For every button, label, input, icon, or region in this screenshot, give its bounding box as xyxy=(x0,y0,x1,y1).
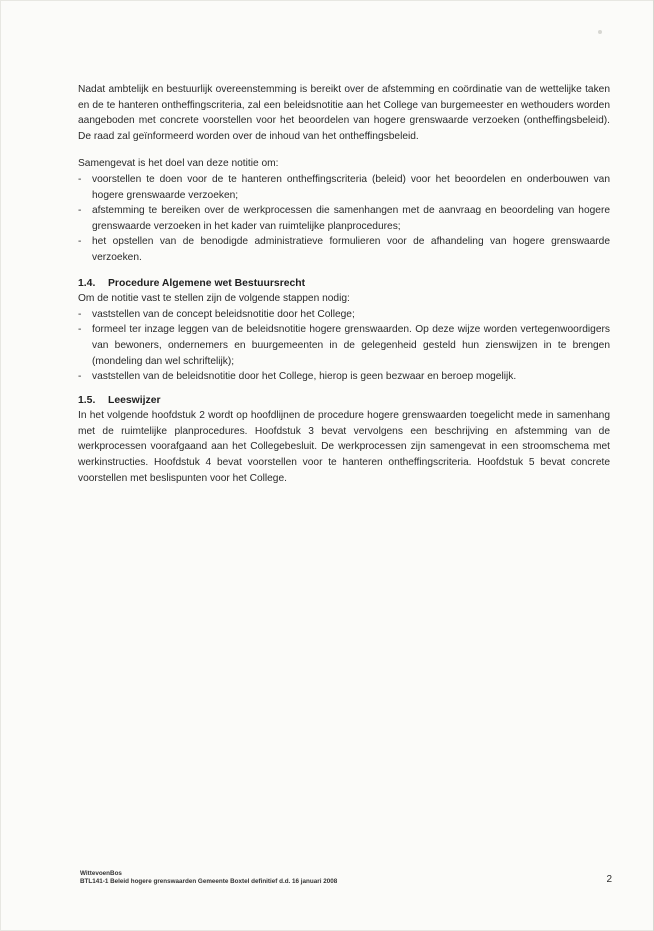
summary-list xyxy=(78,172,610,266)
footer-document-id: BTL141-1 Beleid hogere grenswaarden Gemeente Boxtel definitief d.d. 16 januari 2008 xyxy=(80,878,338,885)
list-item xyxy=(78,234,610,265)
section-number: 1.4. xyxy=(78,277,96,289)
list-item-text: het opstellen van de benodigde administratieve formulieren voor de afhandeling van hogere grenswaarde verzoeken. xyxy=(92,236,610,263)
scan-speck xyxy=(598,30,602,34)
dash-bullet: - xyxy=(78,236,82,248)
spacer xyxy=(78,266,610,276)
intro-paragraph: Nadat ambtelijk en bestuurlijk overeenstemming is bereikt over de afstemming en coördinatie van de wettelijke taken en de te hanteren ontheffingscriteria, zal een beleidsnotitie aan het College van burgemeester en wethouders worden aangeboden met concrete voorstellen voor het beoordelen van hogere grenswaarde verzoeken (ontheffingsbeleid). De raad zal geïnformeerd worden over de inhoud van het ontheffingsbeleid. xyxy=(78,84,610,142)
footer-company: WittevoenBos xyxy=(80,870,122,877)
spacer xyxy=(78,144,610,156)
dash-bullet: - xyxy=(78,173,82,185)
summary-lead: Samengevat is het doel van deze notitie om: xyxy=(78,158,279,170)
list-item-text: vaststellen van de beleidsnotitie door het College, hierop is geen bezwaar en beroep mogelijk. xyxy=(92,371,517,383)
list-item-text: voorstellen te doen voor de te hanteren ontheffingscriteria (beleid) voor het beoordelen en onderbouwen van hogere grenswaarde verzoeken; xyxy=(92,173,610,201)
page-number: 2 xyxy=(606,874,612,885)
spacer xyxy=(78,385,610,393)
dash-bullet: - xyxy=(78,371,82,383)
list-item-text: afstemming te bereiken over de werkprocessen die samenhangen met de aanvraag en beoordeling van hogere grenswaarde verzoeken in het kader van ruimtelijke planprocedures; xyxy=(92,205,610,232)
section-heading-procedure xyxy=(78,276,610,292)
list-item-text: formeel ter inzage leggen van de beleidsnotitie hogere grenswaarden. Op deze wijze worden vertegenwoordigers van bewoners, ondernemers en buurgemeenten in de gelegenheid gesteld hun zienswijzen in te brengen (mondeling dan wel schriftelijk); xyxy=(92,324,610,367)
dash-bullet: - xyxy=(78,205,82,217)
list-item xyxy=(78,322,610,369)
dash-bullet: - xyxy=(78,324,82,336)
section-title: Leeswijzer xyxy=(108,394,161,406)
list-item xyxy=(78,307,610,323)
list-item xyxy=(78,369,610,385)
section-heading-reading-guide xyxy=(78,393,610,409)
list-item xyxy=(78,203,610,234)
section-title: Procedure Algemene wet Bestuursrecht xyxy=(108,277,306,289)
dash-bullet: - xyxy=(78,308,82,320)
page-content xyxy=(78,82,610,486)
list-item-text: vaststellen van de concept beleidsnotitie door het College; xyxy=(92,308,355,320)
document-footer xyxy=(80,870,620,886)
procedure-lead: Om de notitie vast te stellen zijn de volgende stappen nodig: xyxy=(78,293,350,305)
list-item xyxy=(78,172,610,203)
section-number: 1.5. xyxy=(78,394,96,406)
reading-guide-paragraph: In het volgende hoofdstuk 2 wordt op hoofdlijnen de procedure hogere grenswaarden toegelicht mede in samenhang met de ruimtelijke planprocedures. Hoofdstuk 3 bevat vervolgens een beschrijving en afstemming van de werkprocessen voorafgaand aan het Collegebesluit. De werkprocessen zijn samengevat in een stroomschema met werkinstructies. Hoofdstuk 4 bevat voorstellen voor te hanteren ontheffingscriteria. Hoofdstuk 5 bevat concrete voorstellen met beslispunten voor het College. xyxy=(78,410,610,484)
procedure-list xyxy=(78,307,610,385)
